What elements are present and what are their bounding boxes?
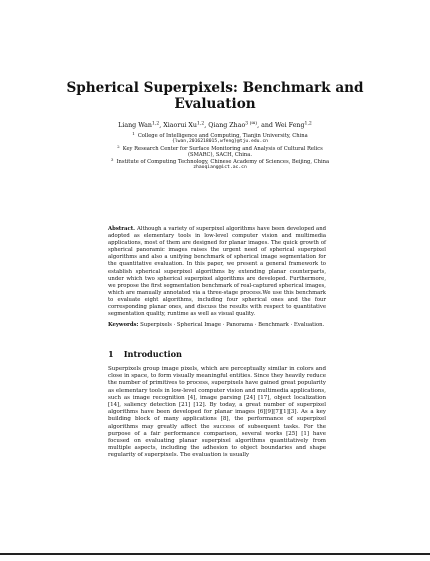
- abstract-label: Abstract.: [108, 226, 135, 232]
- keywords-label: Keywords:: [108, 322, 139, 328]
- keywords-text: Superpixels · Spherical Image · Panorama · Benchmark · Evaluation.: [140, 322, 325, 328]
- affiliation: [84, 146, 356, 158]
- author-separator: ,: [159, 122, 164, 129]
- affiliation: [84, 133, 356, 145]
- affiliation: [84, 159, 356, 171]
- author-separator: , and: [257, 122, 275, 129]
- paper-title: [60, 80, 370, 112]
- author-affil-mark: 1,2: [151, 121, 160, 127]
- affiliation-email: zhaoqiang@ict.ac.cn: [193, 165, 247, 171]
- author-affil-mark: 3 (✉): [245, 121, 258, 127]
- author-name: Liang Wan: [118, 122, 152, 129]
- author-list: [60, 122, 370, 130]
- affiliation-text: College of Intelligence and Computing, Tianjin University, China: [137, 133, 308, 139]
- author: [163, 122, 208, 129]
- affiliation-number: 1: [132, 131, 135, 136]
- author-affil-mark: 1,2: [196, 121, 205, 127]
- abstract-text: Although a variety of superpixel algorithms have been developed and adopted as elementary tools in low-level computer vision and multimedia applications, most of them are designed for planar images. The quick growth of spherical panoramic images raises the urgent need of spherical superpixel algorithms and also a unifying benchmark of spherical image segmentation for the quantitative evaluation. In this paper, we present a general framework to establish spherical superpixel algorithms by extending planar counterparts, under which two spherical superpixel algorithms are developed. Furthermore, we propose the first segmentation benchmark of real-captured spherical images, which are manually annotated via a three-stage process.We use this benchmark to evaluate eight algorithms, including four spherical ones and the four corresponding planar ones, and discuss the results with respect to quantitative segmentation quality, runtime as well as visual quality.: [108, 226, 327, 318]
- abstract: [108, 226, 326, 318]
- author-name: Wei Feng: [274, 122, 305, 129]
- page-bottom-rule: [0, 553, 430, 555]
- author-affil-mark: 1,2: [304, 121, 312, 127]
- affiliation-number: 2: [117, 144, 120, 149]
- section-number: 1: [108, 349, 114, 359]
- author: [208, 122, 275, 129]
- author-name: Xiaorui Xu: [163, 122, 197, 129]
- title-line-1: Spherical Superpixels: Benchmark and: [66, 80, 364, 96]
- author: [275, 122, 312, 129]
- section-heading: [108, 349, 326, 359]
- affiliation-text-cont: (SMARC), SACH, China.: [188, 152, 252, 159]
- affiliation-email: {lwan,2016218015,wfeng}@tju.edu.cn: [172, 139, 268, 145]
- keywords: [108, 322, 326, 329]
- affiliation-number: 3: [110, 157, 114, 162]
- title-line-2: Evaluation: [174, 96, 256, 112]
- intro-paragraph: Superpixels group image pixels, which are perceptually similar in colors and close in space, to form visually meaningful entities. Since they heavily reduce the number of primitives to process, superpixels have gained great popularity as elementary tools in low-level computer vision and multimedia applications, such as image recognition [4], image parsing [24] [17], object localization [14], saliency detection [21] [12]. By today, a great number of superpixel algorithms have been developed for planar images [6][9][7][1][3]. As a key building block of many applications [8], the performance of superpixel algorithms may greatly affect the success of subsequent tasks. For the purpose of a fair performance comparison, several works [25] [1] have focused on evaluating planar superpixel algorithms quantitatively from multiple aspects, including the adhesion to object boundaries and shape regularity of superpixels. The evaluation is usually: [108, 366, 326, 459]
- affiliation-text: Institute of Computing Technology, Chinese Academy of Sciences, Beijing, China: [116, 159, 330, 165]
- author-separator: ,: [204, 122, 209, 129]
- affiliation-text: Key Research Center for Surface Monitoring and Analysis of Cultural Relics: [122, 146, 323, 152]
- section-title: Introduction: [123, 349, 183, 359]
- author: [118, 122, 163, 129]
- author-name: Qiang Zhao: [208, 122, 246, 129]
- affiliation-list: [84, 133, 356, 172]
